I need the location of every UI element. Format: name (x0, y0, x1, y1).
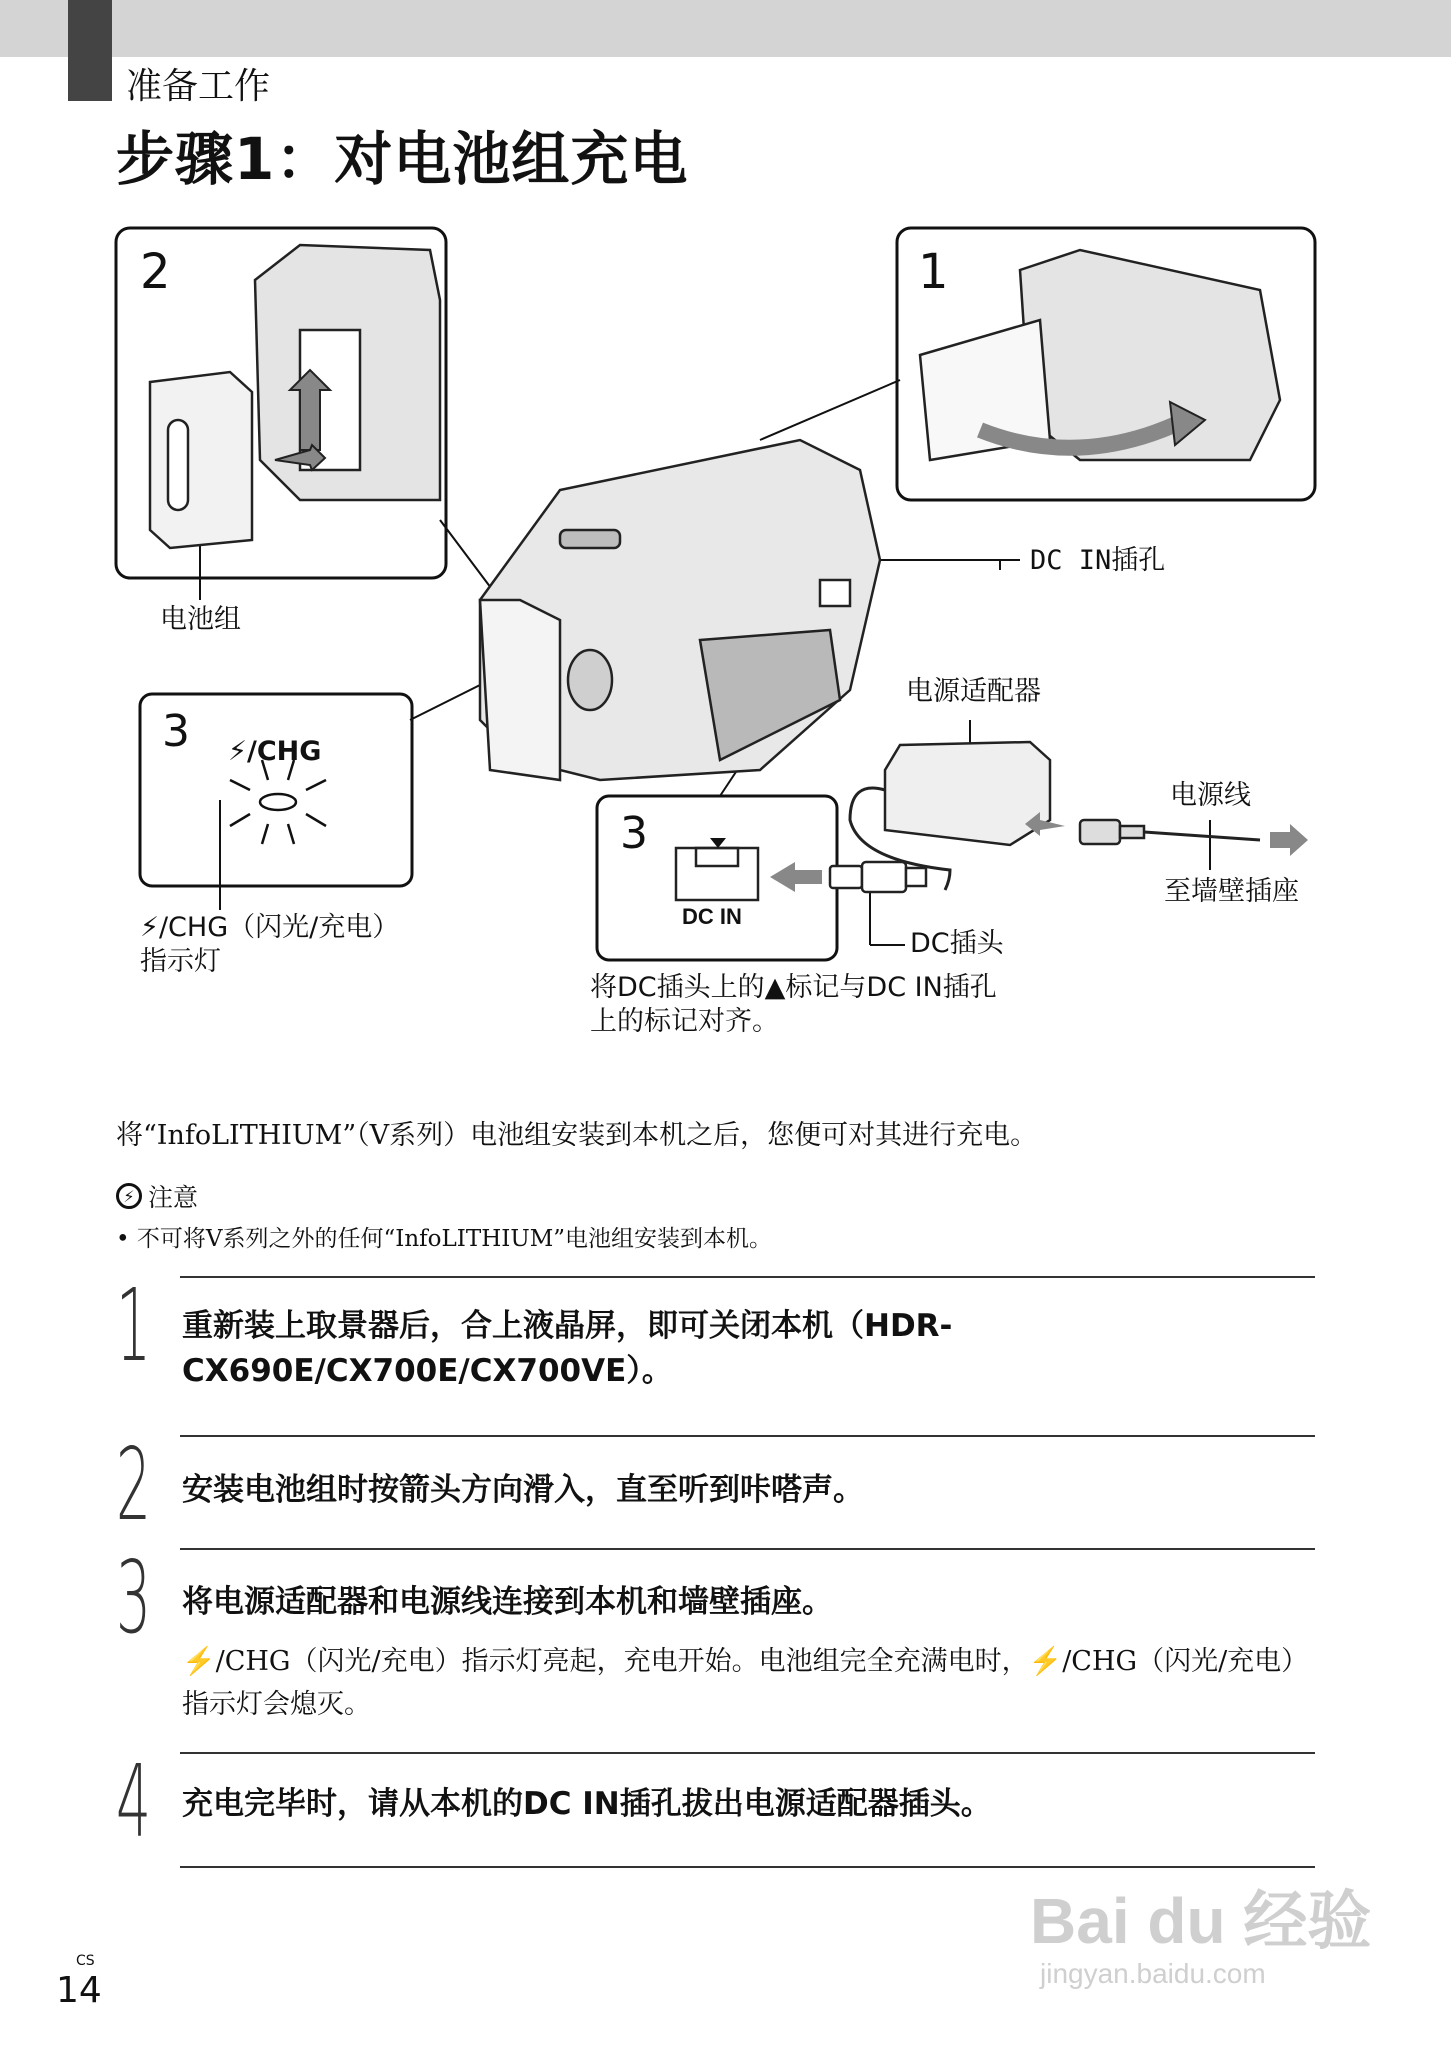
note-item: • 不可将V系列之外的任何“InfoLITHIUM”电池组安装到本机。 (116, 1226, 773, 1252)
step-divider (180, 1548, 1315, 1550)
dc-plug-label: DC插头 (910, 928, 1004, 959)
to-wall-arrow (1270, 824, 1308, 856)
camcorder-main (480, 440, 880, 780)
step-text: 安装电池组时按箭头方向滑入，直至听到咔嗒声。 (182, 1472, 864, 1508)
step-number: 4 (116, 1743, 151, 1860)
section-label: 准备工作 (126, 66, 271, 107)
panel2-number: 2 (140, 244, 171, 300)
chg-lamp (230, 760, 326, 844)
step-text: 将电源适配器和电源线连接到本机和墙壁插座。 (182, 1584, 833, 1620)
ac-adaptor (885, 742, 1050, 845)
page-title: 步骤1：对电池组充电 (116, 125, 689, 193)
align-note-1: 将DC插头上的▲标记与DC IN插孔 (590, 972, 997, 1003)
power-cord-label: 电源线 (1170, 780, 1251, 811)
camcorder-lcd (920, 250, 1280, 460)
step-number: 3 (116, 1539, 151, 1656)
note-heading-text: 注意 (148, 1183, 199, 1212)
dc-plug (830, 862, 926, 892)
step-number: 1 (116, 1267, 151, 1384)
step-divider (180, 1752, 1315, 1754)
step-divider (180, 1276, 1315, 1278)
intro-text: 将“InfoLITHIUM”（V系列）电池组安装到本机之后，您便可对其进行充电。 (116, 1120, 1038, 1151)
panel3b-number: 3 (620, 808, 648, 859)
page-lang: CS (76, 1953, 95, 1969)
chg-panel-label: ⚡/CHG (228, 736, 322, 767)
chg-lamp-label-2: 指示灯 (140, 946, 221, 977)
to-wall-label: 至墙壁插座 (1164, 876, 1299, 907)
dc-in-jack-label: DC IN插孔 (1030, 545, 1166, 576)
step-text: 重新装上取景器后，合上液晶屏，即可关闭本机（HDR-CX690E/CX700E/CX700VE）。 (182, 1308, 953, 1389)
step-divider (180, 1866, 1315, 1868)
dc-in-panel-label: DC IN (682, 904, 742, 929)
battery-label: 电池组 (160, 604, 241, 635)
power-plug (1080, 820, 1144, 844)
watermark-logo: Bai du 经验 (1030, 1885, 1372, 1957)
watermark-url: jingyan.baidu.com (1040, 1958, 1266, 1989)
ac-adaptor-label: 电源适配器 (906, 676, 1041, 707)
chg-lamp-label: ⚡/CHG（闪光/充电） (140, 912, 400, 943)
panel3a-number: 3 (162, 706, 190, 757)
plug-arrow (770, 862, 822, 892)
caution-icon: ⚡ (116, 1183, 142, 1209)
battery-pack (150, 372, 252, 548)
panel1-number: 1 (918, 244, 949, 300)
page-number: 14 (56, 1970, 102, 2011)
step-number: 2 (116, 1426, 151, 1543)
align-note-2: 上的标记对齐。 (590, 1006, 779, 1037)
step-subtext: ⚡/CHG（闪光/充电）指示灯亮起，充电开始。电池组完全充满电时，⚡/CHG（闪光/充电）指示灯会熄灭。 (182, 1646, 1295, 1721)
step-divider (180, 1435, 1315, 1437)
dc-in-jack (676, 848, 758, 900)
step-text: 充电完毕时，请从本机的DC IN插孔拔出电源适配器插头。 (182, 1786, 992, 1822)
note-heading (116, 1178, 198, 1214)
